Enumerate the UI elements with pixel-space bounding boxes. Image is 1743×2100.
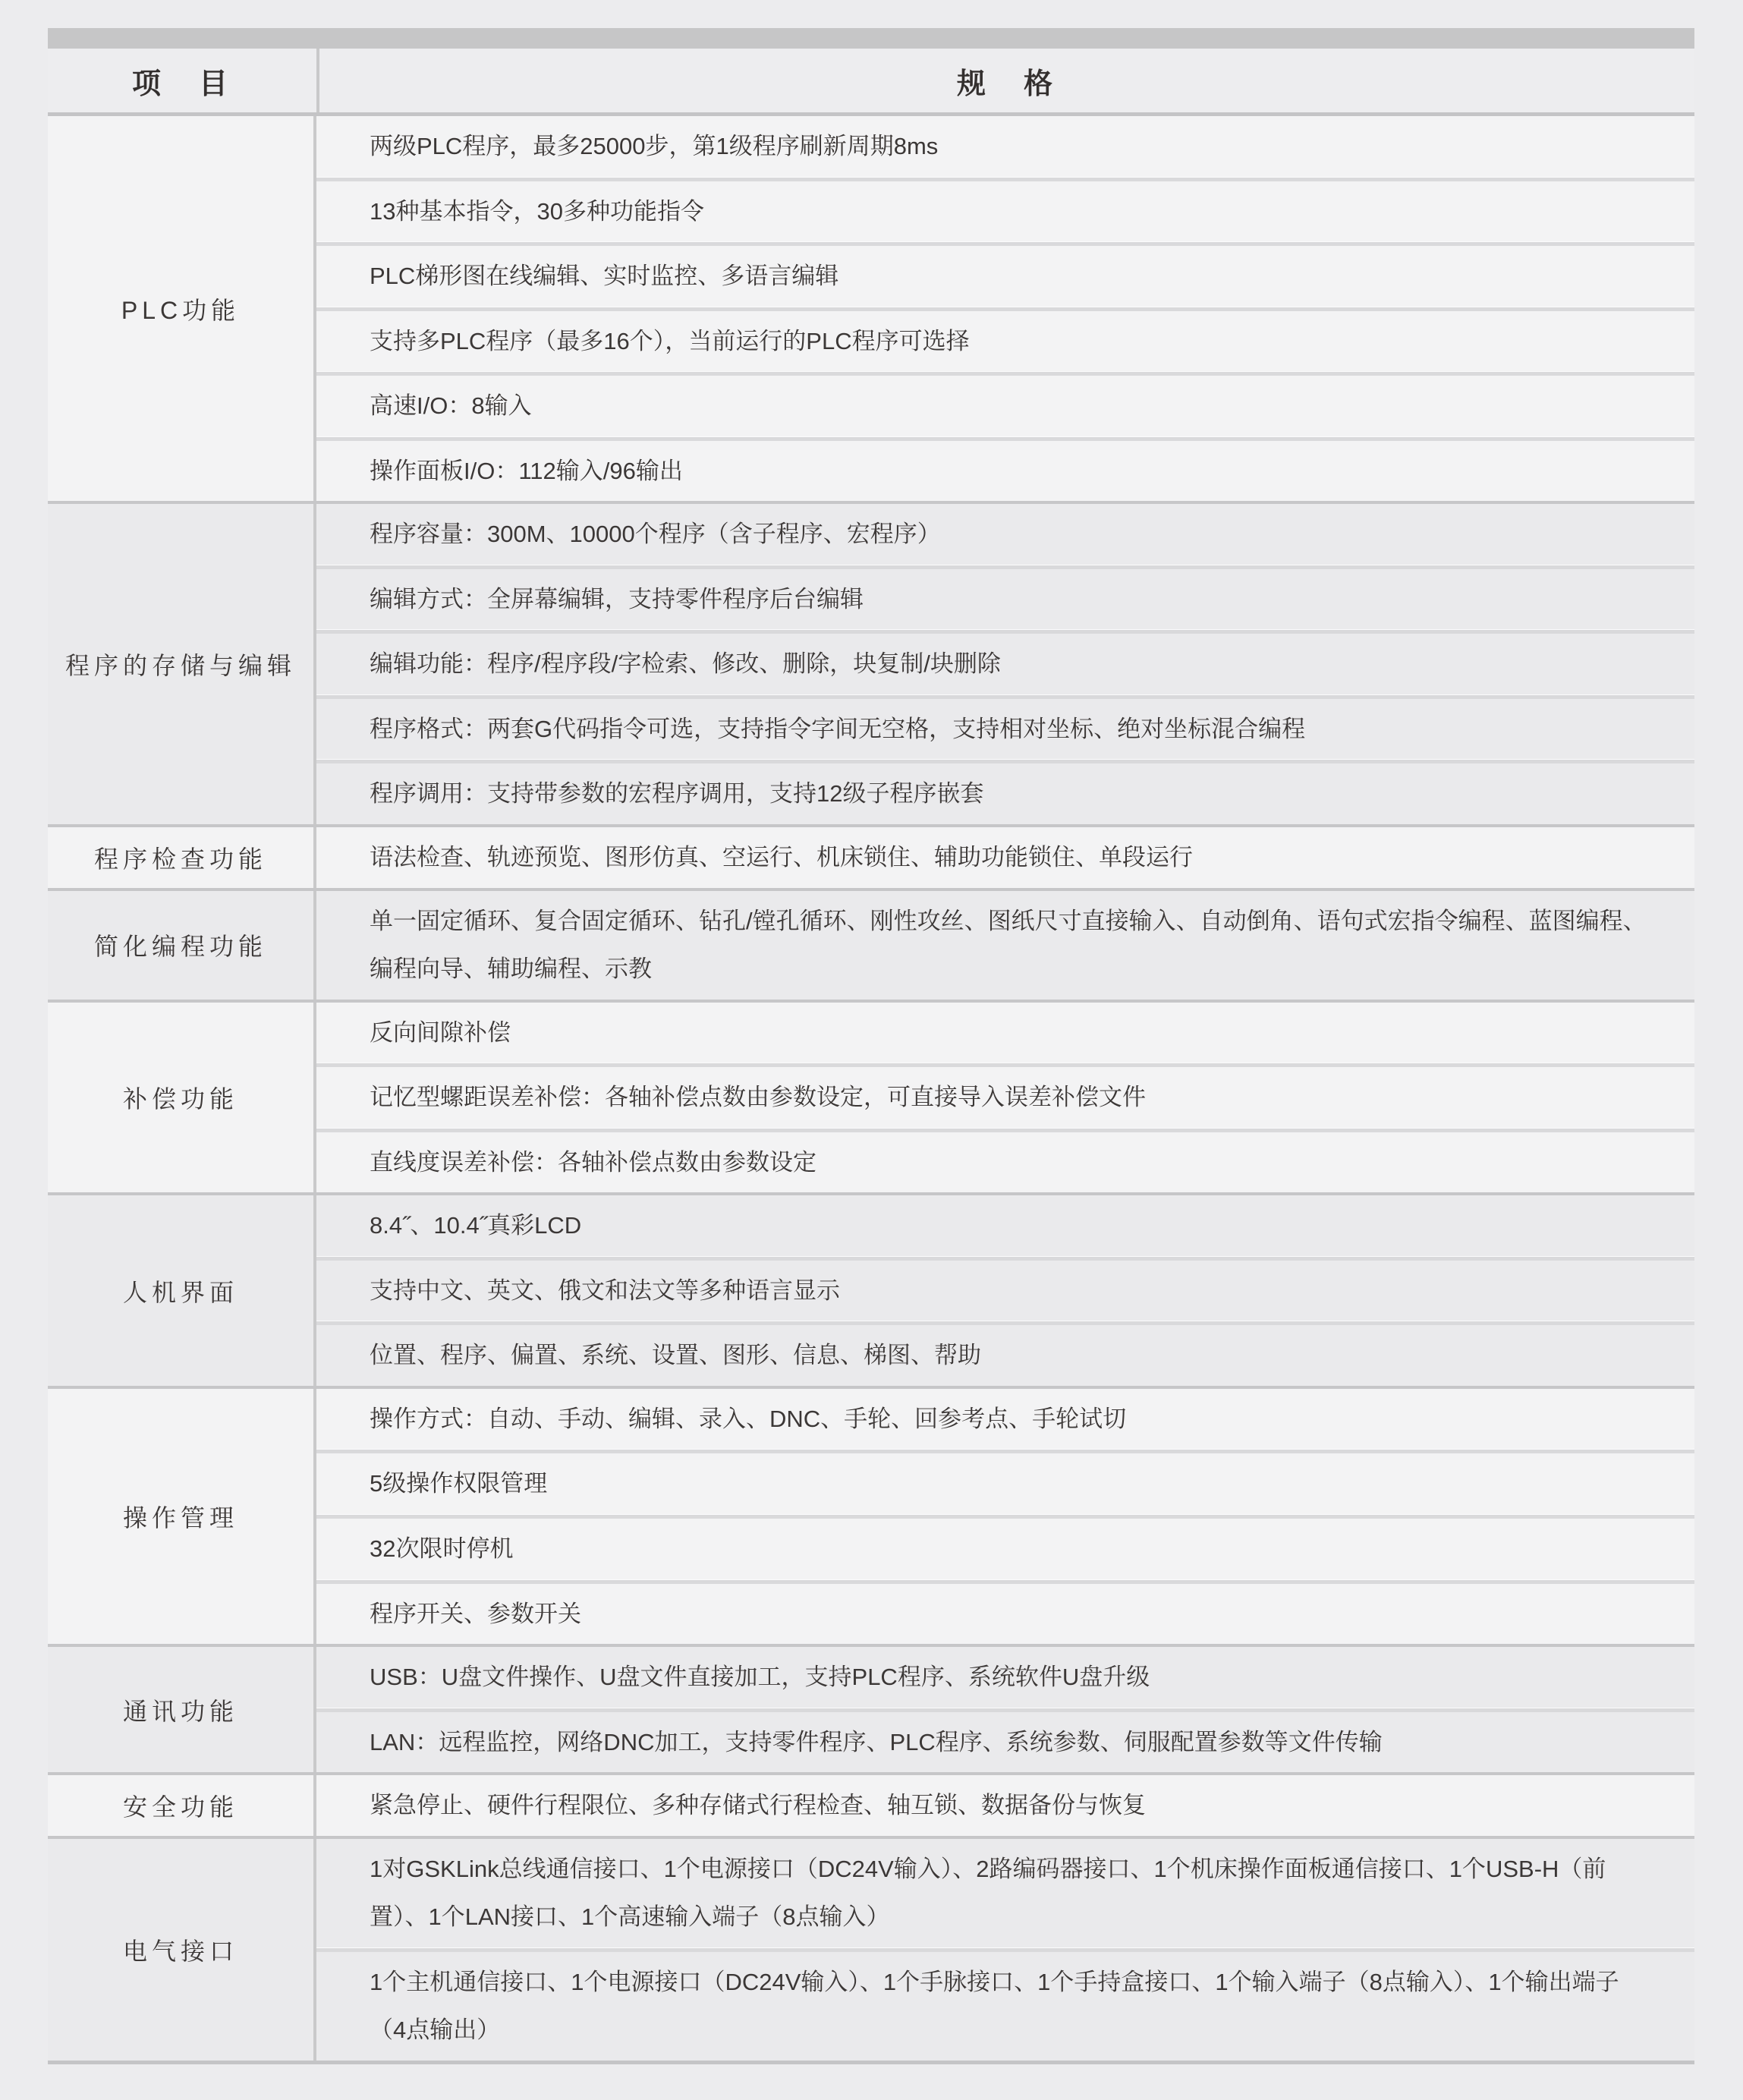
section-spec-rows — [316, 891, 1694, 1000]
section-label: 操作管理 — [48, 1389, 316, 1644]
spec-row: 1个主机通信接口、1个电源接口（DC24V输入）、1个手脉接口、1个手持盒接口、1个输入端子（8点输入）、1个输出端子（4点输出） — [370, 1968, 1619, 2044]
section-row — [48, 1000, 1694, 1193]
section-row — [48, 1772, 1694, 1836]
section-row — [48, 824, 1694, 888]
spec-row: 操作方式：自动、手动、编辑、录入、DNC、手轮、回参考点、手轮试切 — [370, 1405, 1127, 1432]
section-spec-rows — [316, 1775, 1694, 1836]
spec-row: 8.4˝、10.4˝真彩LCD — [370, 1212, 582, 1239]
section-row — [48, 1836, 1694, 2061]
spec-row: 程序开关、参数开关 — [370, 1600, 581, 1627]
spec-row: 单一固定循环、复合固定循环、钻孔/镗孔循环、刚性攻丝、图纸尺寸直接输入、自动倒角、语句式宏指令编程、蓝图编程、编程向导、辅助编程、示教 — [370, 907, 1647, 983]
column-header-spec: 规 格 — [956, 68, 1057, 100]
section-row — [48, 1644, 1694, 1772]
spec-row: 程序调用：支持带参数的宏程序调用，支持12级子程序嵌套 — [370, 780, 984, 808]
spec-row: 5级操作权限管理 — [370, 1470, 548, 1497]
spec-row: 直线度误差补偿：各轴补偿点数由参数设定 — [370, 1148, 816, 1176]
section-label: 电气接口 — [48, 1839, 316, 2061]
section-label: 程序的存储与编辑 — [48, 504, 316, 824]
spec-row: 支持中文、英文、俄文和法文等多种语言显示 — [370, 1277, 840, 1304]
section-spec-rows — [316, 116, 1694, 501]
section-label: 安全功能 — [48, 1775, 316, 1836]
section-spec-rows — [316, 504, 1694, 824]
section-row — [48, 116, 1694, 501]
spec-row: USB：U盘文件操作、U盘文件直接加工，支持PLC程序、系统软件U盘升级 — [370, 1664, 1150, 1691]
spec-row: 操作面板I/O：112输入/96输出 — [370, 457, 683, 484]
spec-row: 语法检查、轨迹预览、图形仿真、空运行、机床锁住、辅助功能锁住、单段运行 — [370, 844, 1193, 871]
section-row — [48, 888, 1694, 1000]
spec-row: 位置、程序、偏置、系统、设置、图形、信息、梯图、帮助 — [370, 1342, 981, 1369]
table-body — [48, 116, 1694, 2064]
table-top-bar — [48, 28, 1694, 49]
section-spec-rows — [316, 1003, 1694, 1193]
spec-row: 高速I/O：8输入 — [370, 392, 532, 420]
section-spec-rows — [316, 1195, 1694, 1386]
section-spec-rows — [316, 1647, 1694, 1772]
spec-row: 两级PLC程序，最多25000步，第1级程序刷新周期8ms — [370, 133, 939, 159]
spec-row: 程序容量：300M、10000个程序（含子程序、宏程序） — [370, 521, 941, 548]
section-row — [48, 501, 1694, 824]
spec-row: 记忆型螺距误差补偿：各轴补偿点数由参数设定，可直接导入误差补偿文件 — [370, 1084, 1146, 1111]
section-spec-rows — [316, 1389, 1694, 1644]
spec-row: 1对GSKLink总线通信接口、1个电源接口（DC24V输入）、2路编码器接口、1个机床操作面板通信接口、1个USB-H（前置）、1个LAN接口、1个高速输入端子（8点输入） — [370, 1855, 1606, 1931]
section-label: 人机界面 — [48, 1195, 316, 1386]
section-label: 程序检查功能 — [48, 827, 316, 888]
spec-row: 紧急停止、硬件行程限位、多种存储式行程检查、轴互锁、数据备份与恢复 — [370, 1792, 1146, 1819]
spec-row: 支持多PLC程序（最多16个），当前运行的PLC程序可选择 — [370, 327, 970, 354]
section-spec-rows — [316, 1839, 1694, 2061]
column-header-item: 项 目 — [48, 49, 319, 112]
spec-row: 程序格式：两套G代码指令可选，支持指令字间无空格，支持相对坐标、绝对坐标混合编程 — [370, 715, 1306, 742]
spec-row: 13种基本指令，30多种功能指令 — [370, 197, 704, 225]
spec-row: 反向间隙补偿 — [370, 1019, 511, 1046]
spec-table — [48, 28, 1694, 2064]
section-label: 通讯功能 — [48, 1647, 316, 1772]
section-label: PLC功能 — [48, 116, 316, 501]
section-label: 简化编程功能 — [48, 891, 316, 1000]
spec-row: 编辑方式：全屏幕编辑，支持零件程序后台编辑 — [370, 585, 864, 612]
spec-row: LAN：远程监控，网络DNC加工，支持零件程序、PLC程序、系统参数、伺服配置参数等文件传输 — [370, 1728, 1383, 1755]
spec-row: 32次限时停机 — [370, 1535, 514, 1563]
section-spec-rows — [316, 827, 1694, 888]
spec-row: 编辑功能：程序/程序段/字检索、修改、删除，块复制/块删除 — [370, 650, 1001, 678]
spec-row: PLC梯形图在线编辑、实时监控、多语言编辑 — [370, 263, 839, 290]
section-row — [48, 1192, 1694, 1386]
section-row — [48, 1386, 1694, 1644]
section-label: 补偿功能 — [48, 1003, 316, 1193]
table-header-row — [48, 49, 1694, 116]
